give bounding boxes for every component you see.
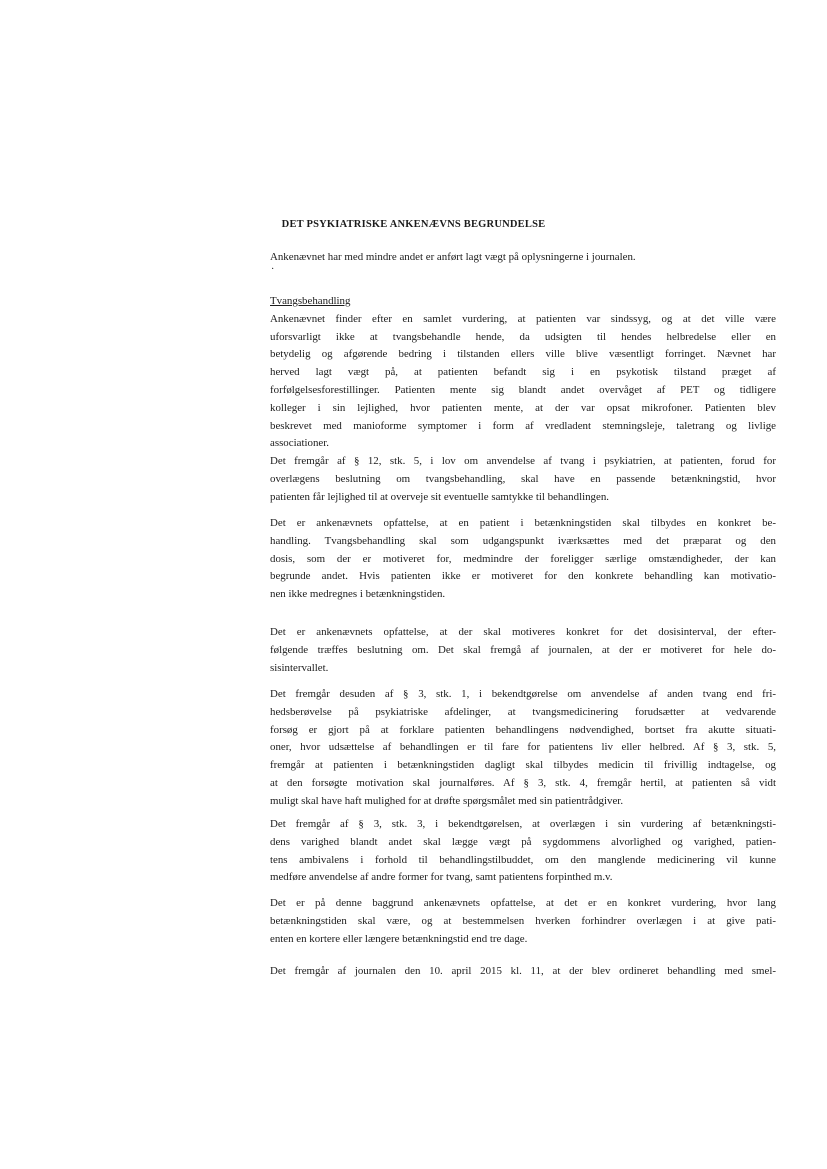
text-line: følgende træffes beslutning om. Det skal fremgå af journalen, at der er motiveret for hele do- bbox=[270, 643, 776, 656]
text-line: Ankenævnet har med mindre andet er anført lagt vægt på oplysningerne i journalen. bbox=[270, 251, 636, 263]
text-line: dens varighed blandt andet skal lægge vægt på sygdommens alvorlighed og varighed, patien- bbox=[270, 835, 776, 848]
text-line: beskrevet med manioforme symptomer i form af vredladent stemningsleje, taletrang og livlige bbox=[270, 419, 776, 432]
text-line: muligt skal have haft mulighed for at drøfte spørgsmålet med sin patientrådgiver. bbox=[270, 794, 624, 807]
text-line: overlægens beslutning om tvangsbehandling, skal have en passende betænkningstid, hvor bbox=[270, 472, 776, 485]
text-line: forfølgelsesforestillinger. Patienten mente sig blandt andet overvåget af PET og tidligere bbox=[270, 383, 776, 396]
text-line: Det er ankenævnets opfattelse, at en patient i betænkningstiden skal tilbydes en konkret be- bbox=[270, 517, 776, 529]
paragraph-3 bbox=[270, 515, 776, 604]
text-line: Det er på denne baggrund ankenævnets opfattelse, at det er en konkret vurdering, hvor lang bbox=[270, 897, 776, 909]
paragraph-5 bbox=[270, 686, 776, 811]
text-line: sisintervallet. bbox=[270, 661, 329, 674]
text-line: forsøg er gjort på at forklare patienten behandlingens nødvendighed, bortset fra akutte situati- bbox=[270, 723, 776, 736]
text-line: medføre anvendelse af andre former for tvang, samt patientens forpinthed m.v. bbox=[270, 871, 613, 884]
text-line: uforsvarligt ikke at tvangsbehandle hende, da udsigten til hendes helbredelse eller en bbox=[270, 330, 776, 343]
text-line: Ankenævnet finder efter en samlet vurdering, at patienten var sindssyg, og at det ville være bbox=[270, 312, 776, 325]
document-heading: DET PSYKIATRISKE ANKENÆVNS BEGRUNDELSE bbox=[281, 219, 546, 230]
text-line: patienten får lejlighed til at overveje sit eventuelle samtykke til behandlingen. bbox=[270, 490, 610, 503]
paragraph-7 bbox=[270, 895, 776, 948]
text-line: kolleger i sin lejlighed, hvor patienten mente, at der var opsat mikrofoner. Patienten blev bbox=[270, 401, 776, 414]
stray-dot: · bbox=[271, 264, 275, 275]
text-line: nen ikke medregnes i betænkningstiden. bbox=[270, 588, 446, 601]
text-line: handling. Tvangsbehandling skal som udgangspunkt iværksættes med det præparat og den bbox=[270, 534, 776, 547]
text-line: enten en kortere eller længere betænkningstid end tre dage. bbox=[270, 932, 528, 945]
text-line: betænkningstiden skal være, og at bestemmelsen hverken forhindrer overlægen i at give pati- bbox=[270, 914, 776, 927]
text-line: herved lagt vægt på, at patienten befandt sig i en psykotisk tilstand præget af bbox=[270, 366, 776, 379]
text-line: Det fremgår af § 12, stk. 5, i lov om anvendelse af tvang i psykiatrien, at patienten, forud for bbox=[270, 455, 776, 467]
text-line: dosis, som der er motiveret for, medmindre der foreligger særlige omstændigheder, der kan bbox=[270, 552, 776, 565]
text-line: Det fremgår af journalen den 10. april 2015 kl. 11, at der blev ordineret behandling med smel- bbox=[270, 965, 776, 977]
paragraph-4 bbox=[270, 624, 776, 677]
section-title: Tvangsbehandling bbox=[270, 295, 351, 307]
text-line: fremgår at patienten i betænkningstiden dagligt skal tilbydes medicin til frivillig indtagelse, og bbox=[270, 759, 776, 772]
text-line: Det fremgår af § 3, stk. 3, i bekendtgørelsen, at overlægen i sin vurdering af betænkningsti- bbox=[270, 818, 776, 830]
text-line: hedsberøvelse på psykiatriske afdelinger, at tvangsmedicinering forudsætter at vedvarende bbox=[270, 705, 776, 718]
text-line: at den forsøgte motivation skal journalføres. Af § 3, stk. 4, fremgår hertil, at patienten så vidt bbox=[270, 776, 776, 789]
paragraph-6 bbox=[270, 816, 776, 887]
intro-paragraph bbox=[270, 249, 776, 267]
text-line: oner, hvor udsættelse af behandlingen er til fare for patientens liv eller helbred. Af § 3, stk. 5, bbox=[270, 741, 776, 754]
text-line: begrunde andet. Hvis patienten ikke er motiveret for den konkrete behandling kan motivatio- bbox=[270, 570, 776, 583]
paragraph-8 bbox=[270, 963, 776, 981]
text-line: tens ambivalens i forhold til behandlingstilbuddet, om den manglende medicinering vil kunne bbox=[270, 853, 776, 866]
text-line: betydelig og afgørende bedring i tilstanden ellers ville blive væsentligt forringet. Nævnet har bbox=[270, 348, 776, 361]
text-line: Det fremgår desuden af § 3, stk. 1, i bekendtgørelse om anvendelse af anden tvang end fri- bbox=[270, 688, 776, 700]
paragraph-2 bbox=[270, 453, 776, 506]
text-line: Det er ankenævnets opfattelse, at der skal motiveres konkret for det dosisinterval, der efter- bbox=[270, 626, 776, 638]
text-line: associationer. bbox=[270, 437, 329, 450]
section-tvangsbehandling bbox=[270, 293, 776, 453]
